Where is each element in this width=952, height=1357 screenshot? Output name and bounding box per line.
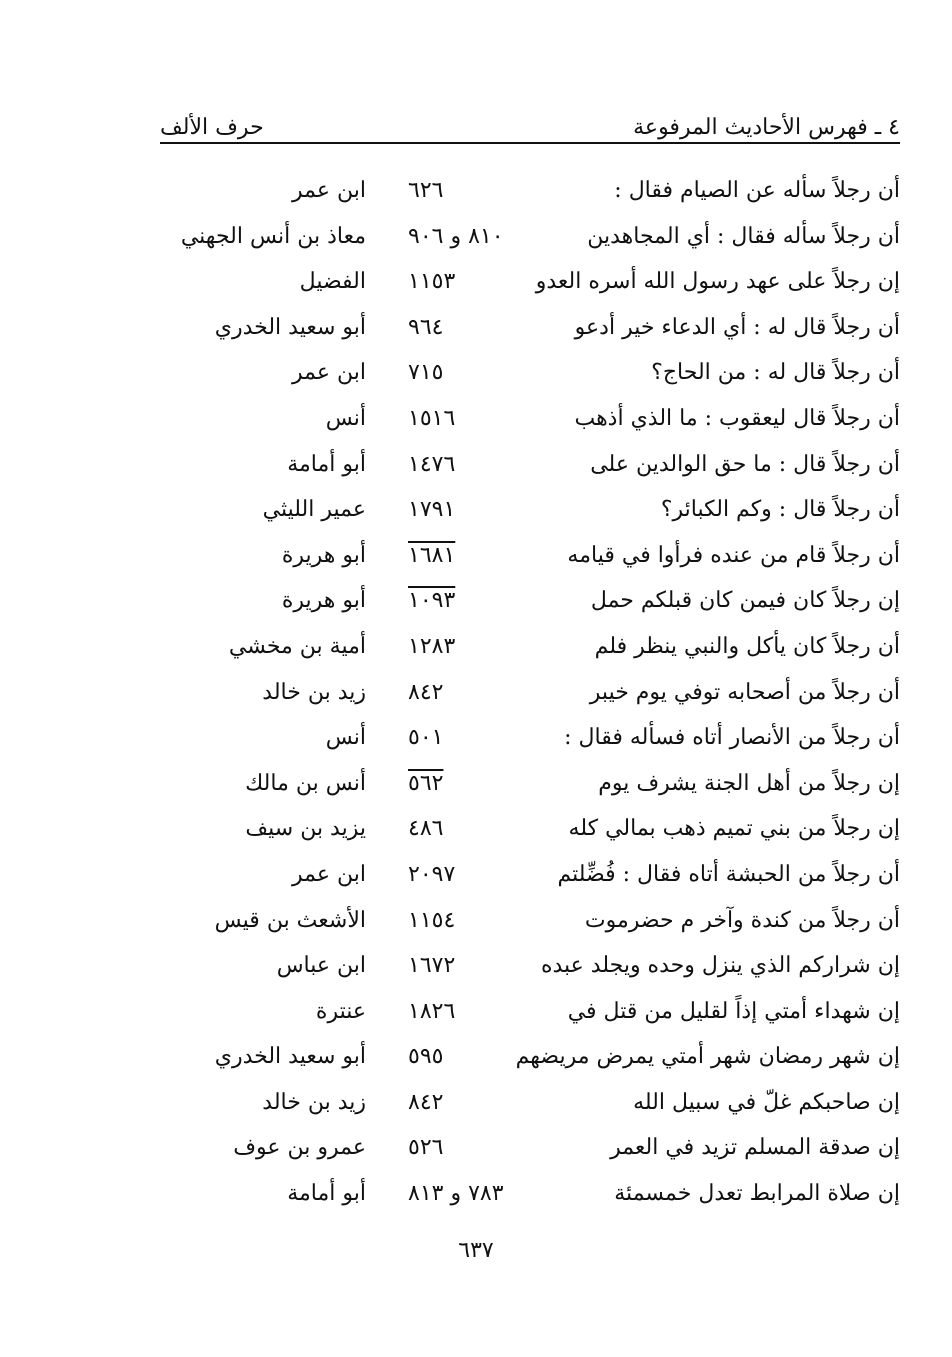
index-row (140, 763, 900, 809)
narrator-name: أبو أمامة (287, 451, 366, 477)
narrator-name: عمرو بن عوف (233, 1135, 366, 1161)
hadith-opening-text: إن صلاة المرابط تعدل خمسمئة (614, 1181, 900, 1207)
hadith-opening-text: أن رجلاً من الأنصار أتاه فسأله فقال : (564, 725, 900, 751)
hadith-number: ١٥١٦ (408, 405, 456, 431)
hadith-opening-text: إن رجلاً من أهل الجنة يشرف يوم (598, 770, 900, 796)
hadith-number: ٨٤٢ (408, 679, 444, 705)
index-row (140, 489, 900, 535)
narrator-name: أمية بن مخشي (228, 633, 366, 659)
index-row (140, 444, 900, 490)
index-row (140, 991, 900, 1037)
narrator-name: أبو هريرة (281, 542, 366, 568)
hadith-number: ١١٥٤ (408, 907, 456, 933)
hadith-number: ١٦٨١ (408, 542, 456, 568)
narrator-name: الأشعث بن قيس (214, 907, 366, 933)
page-number: ٦٣٧ (458, 1238, 494, 1263)
narrator-name: أبو هريرة (281, 588, 366, 614)
index-row (140, 626, 900, 672)
hadith-number: ٥٦٢ (408, 770, 444, 796)
hadith-number: ٥٩٥ (408, 1044, 444, 1070)
hadith-opening-text: إن رجلاً كان فيمن كان قبلكم حمل (590, 588, 900, 614)
hadith-number: ٥٠١ (408, 725, 444, 751)
index-row (140, 580, 900, 626)
index-row (140, 307, 900, 353)
narrator-name: أنس بن مالك (245, 770, 366, 796)
index-row (140, 854, 900, 900)
hadith-opening-text: إن رجلاً على عهد رسول الله أسره العدو (535, 269, 900, 295)
hadith-number: ٦٢٦ (408, 178, 444, 203)
index-row (140, 717, 900, 763)
narrator-name: يزيد بن سيف (245, 816, 366, 842)
index-row (140, 352, 900, 398)
running-header (160, 104, 900, 140)
narrator-name: ابن عمر (292, 360, 366, 386)
narrator-name: عمير الليثي (262, 497, 366, 523)
hadith-number: ٤٨٦ (408, 816, 444, 842)
narrator-name: عنترة (315, 998, 366, 1024)
index-row (140, 672, 900, 718)
narrator-name: زيد بن خالد (262, 1089, 366, 1115)
hadith-number: ٥٢٦ (408, 1135, 444, 1161)
hadith-opening-text: أن رجلاً سأله عن الصيام فقال : (614, 178, 900, 203)
hadith-opening-text: إن شهر رمضان شهر أمتي يمرض مريضهم (515, 1044, 900, 1070)
index-row (140, 1036, 900, 1082)
hadith-opening-text: أن رجلاً سأله فقال : أي المجاهدين (587, 223, 900, 249)
hadith-number: ١٨٢٦ (408, 998, 456, 1024)
index-row (140, 170, 900, 216)
hadith-index-list (140, 170, 900, 1219)
hadith-opening-text: أن رجلاً قال له : أي الدعاء خير أدعو (574, 314, 900, 340)
hadith-opening-text: أن رجلاً من كندة وآخر م حضرموت (584, 907, 900, 933)
hadith-number: ٩٦٤ (408, 314, 444, 340)
narrator-name: زيد بن خالد (262, 679, 366, 705)
index-row (140, 808, 900, 854)
narrator-name: ابن عباس (276, 953, 366, 979)
section-title: ٤ ـ فهرس الأحاديث المرفوعة (633, 115, 900, 140)
narrator-name: معاذ بن أنس الجهني (180, 223, 366, 249)
hadith-number: ١٤٧٦ (408, 451, 456, 477)
hadith-opening-text: إن صاحبكم غلّ في سبيل الله (633, 1089, 900, 1115)
hadith-number: ١١٥٣ (408, 269, 456, 295)
narrator-name: أبو أمامة (287, 1181, 366, 1207)
hadith-opening-text: أن رجلاً من أصحابه توفي يوم خيبر (589, 679, 900, 705)
hadith-opening-text: أن رجلاً من الحبشة أتاه فقال : فُضِّلتم (557, 861, 900, 887)
hadith-number: ٧٨٣ و ٨١٣ (408, 1181, 504, 1207)
header-rule (160, 142, 900, 144)
hadith-number: ٨٤٢ (408, 1089, 444, 1115)
hadith-opening-text: أن رجلاً قال له : من الحاج؟ (651, 360, 900, 386)
narrator-name: أنس (325, 725, 366, 751)
narrator-name: ابن عمر (292, 178, 366, 203)
letter-heading: حرف الألف (160, 115, 264, 140)
hadith-number: ٨١٠ و ٩٠٦ (408, 223, 504, 249)
index-row (140, 216, 900, 262)
narrator-name: أبو سعيد الخدري (214, 1044, 366, 1070)
index-row (140, 900, 900, 946)
hadith-number: ١٦٧٢ (408, 953, 456, 979)
hadith-opening-text: أن رجلاً قال ليعقوب : ما الذي أذهب (574, 405, 900, 431)
hadith-opening-text: أن رجلاً قال : وكم الكبائر؟ (660, 497, 900, 523)
hadith-opening-text: أن رجلاً قال : ما حق الوالدين على (590, 451, 900, 477)
narrator-name: الفضيل (299, 269, 366, 295)
hadith-opening-text: إن صدقة المسلم تزيد في العمر (610, 1135, 900, 1161)
narrator-name: أبو سعيد الخدري (214, 314, 366, 340)
hadith-opening-text: إن شهداء أمتي إذاً لقليل من قتل في (567, 998, 900, 1024)
hadith-number: ١٧٩١ (408, 497, 456, 523)
hadith-opening-text: إن رجلاً من بني تميم ذهب بمالي كله (568, 816, 900, 842)
hadith-opening-text: أن رجلاً قام من عنده فرأوا في قيامه (567, 542, 900, 568)
hadith-opening-text: أن رجلاً كان يأكل والنبي ينظر فلم (594, 633, 900, 659)
hadith-number: ٢٠٩٧ (408, 861, 456, 887)
index-row (140, 261, 900, 307)
index-row (140, 1173, 900, 1219)
hadith-number: ٧١٥ (408, 360, 444, 386)
narrator-name: أنس (325, 405, 366, 431)
index-row (140, 535, 900, 581)
index-row (140, 398, 900, 444)
hadith-opening-text: إن شراركم الذي ينزل وحده ويجلد عبده (540, 953, 900, 979)
index-row (140, 1082, 900, 1128)
hadith-number: ١٠٩٣ (408, 588, 456, 614)
hadith-number: ١٢٨٣ (408, 633, 456, 659)
narrator-name: ابن عمر (292, 861, 366, 887)
index-row (140, 945, 900, 991)
index-row (140, 1127, 900, 1173)
